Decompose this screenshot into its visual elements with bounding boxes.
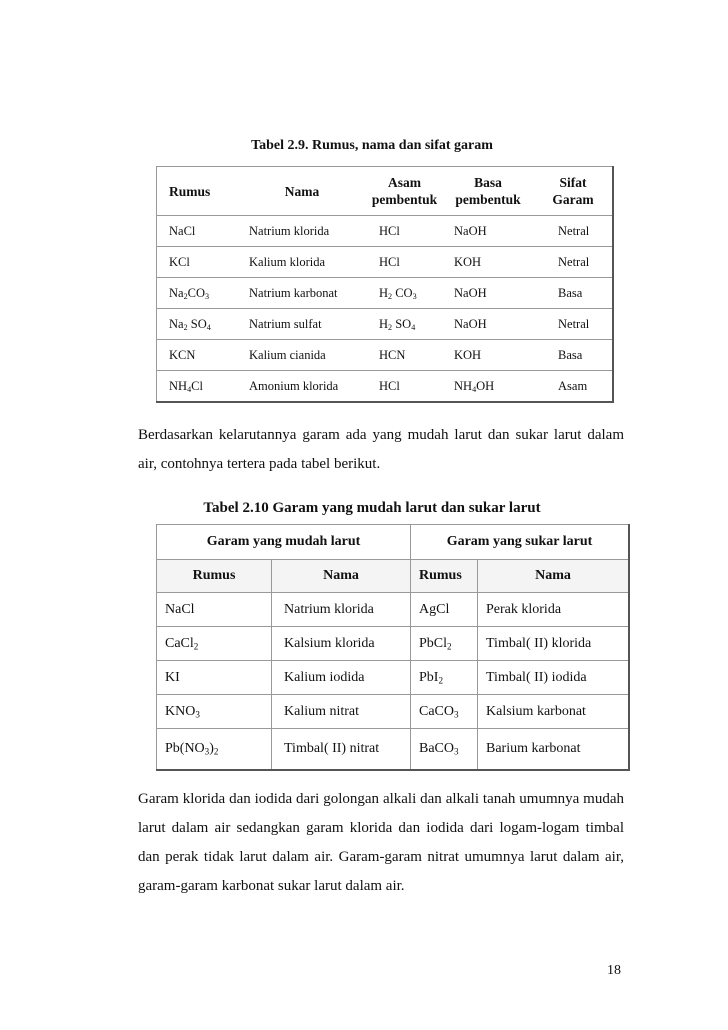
cell-sifat: Basa: [534, 340, 613, 371]
formula-text: NH: [169, 378, 188, 393]
cell-asam: [367, 216, 442, 247]
cell-asam: [367, 340, 442, 371]
table1-caption: Tabel 2.9. Rumus, nama dan sifat garam: [251, 138, 493, 153]
cell-nama-sukar: Kalsium karbonat: [478, 695, 630, 729]
header-nama-sukar: Nama: [478, 560, 630, 593]
formula-text: PbCl: [419, 635, 448, 651]
cell-rumus-sukar: [411, 729, 478, 771]
formula-text: CO: [187, 285, 206, 300]
cell-rumus: [157, 278, 238, 309]
cell-rumus-mudah: [157, 627, 272, 661]
formula-subscript: 2: [183, 291, 188, 301]
formula-text: KNO: [165, 703, 196, 719]
formula-text: Na: [169, 285, 184, 300]
formula-subscript: 2: [388, 291, 393, 301]
cell-basa: [442, 309, 534, 340]
formula-text: OH: [476, 378, 495, 393]
cell-nama: Kalium cianida: [237, 340, 367, 371]
table2-group-header-row: [157, 525, 630, 560]
cell-nama: Natrium klorida: [237, 216, 367, 247]
formula-text: Pb(NO: [165, 741, 205, 756]
cell-basa: [442, 216, 534, 247]
cell-basa: [442, 371, 534, 403]
cell-rumus-sukar: [411, 593, 478, 627]
paragraph-intro: Berdasarkan kelarutannya garam ada yang mudah larut dan sukar larut dalam air, contohnya tertera pada tabel berikut.: [138, 427, 624, 472]
header-sifat-garam: Sifat Garam: [534, 167, 613, 216]
cell-rumus: [157, 340, 238, 371]
header-basa-pembentuk: Basa pembentuk: [442, 167, 534, 216]
cell-asam: [367, 309, 442, 340]
formula-text: KI: [165, 669, 180, 685]
table1-row: [157, 340, 614, 371]
cell-rumus: [157, 309, 238, 340]
cell-nama-mudah: Kalsium klorida: [272, 627, 411, 661]
formula-subscript: 3: [454, 746, 459, 757]
formula-text: ): [209, 741, 214, 756]
formula-subscript: 3: [454, 708, 459, 719]
table2-row: [157, 661, 630, 695]
table2-row: [157, 627, 630, 661]
formula-text: HCl: [379, 223, 400, 238]
formula-subscript: 4: [411, 322, 416, 332]
cell-sifat: Netral: [534, 216, 613, 247]
cell-sifat: Basa: [534, 278, 613, 309]
cell-nama: Natrium sulfat: [237, 309, 367, 340]
formula-text: CaCl: [165, 635, 194, 651]
formula-subscript: 3: [412, 291, 417, 301]
formula-subscript: 2: [193, 640, 199, 651]
formula-text: NaOH: [454, 316, 487, 331]
formula-subscript: 4: [187, 384, 192, 394]
paragraph-conclusion: Garam klorida dan iodida dari golongan alkali dan alkali tanah umumnya mudah larut dalam air sedangkan garam klorida dan iodida dari logam-logam timbal dan perak tidak larut dalam air. Garam-garam nitrat umumnya larut dalam air, garam-garam karbonat sukar larut dalam air.: [138, 791, 624, 894]
formula-text: NaCl: [169, 223, 196, 238]
cell-asam: [367, 278, 442, 309]
formula-subscript: 2: [183, 322, 188, 332]
cell-rumus-sukar: [411, 661, 478, 695]
table1-header-row: [157, 167, 614, 216]
formula-text: NaCl: [165, 601, 195, 617]
formula-text: H: [379, 285, 389, 300]
cell-nama-mudah: Kalium nitrat: [272, 695, 411, 729]
cell-basa: [442, 340, 534, 371]
cell-rumus-mudah: [157, 593, 272, 627]
formula-text: H: [379, 316, 389, 331]
cell-nama: Amonium klorida: [237, 371, 367, 403]
cell-nama-mudah: Kalium iodida: [272, 661, 411, 695]
cell-sifat: Asam: [534, 371, 613, 403]
cell-sifat: Netral: [534, 247, 613, 278]
table2-sub-header-row: [157, 560, 630, 593]
table2-caption: Tabel 2.10 Garam yang mudah larut dan sukar larut: [203, 500, 541, 516]
header-rumus: Rumus: [157, 167, 238, 216]
cell-rumus-sukar: [411, 627, 478, 661]
cell-nama-sukar: Perak klorida: [478, 593, 630, 627]
cell-nama-sukar: Timbal( II) iodida: [478, 661, 630, 695]
formula-text: HCl: [379, 378, 400, 393]
cell-rumus-mudah: [157, 661, 272, 695]
cell-nama-mudah: Natrium klorida: [272, 593, 411, 627]
formula-subscript: 4: [472, 384, 477, 394]
header-nama: Nama: [237, 167, 367, 216]
formula-text: NaOH: [454, 223, 487, 238]
formula-text: Cl: [191, 378, 203, 393]
formula-text: CO: [392, 285, 413, 300]
cell-asam: [367, 371, 442, 403]
formula-text: PbI: [419, 669, 439, 685]
cell-rumus-sukar: [411, 695, 478, 729]
formula-text: HCl: [379, 254, 400, 269]
formula-text: BaCO: [419, 741, 454, 756]
table1-row: [157, 309, 614, 340]
formula-subscript: 3: [205, 291, 210, 301]
cell-nama-sukar: Timbal( II) klorida: [478, 627, 630, 661]
formula-text: KOH: [454, 347, 482, 362]
table1-row: [157, 371, 614, 403]
formula-text: KCN: [169, 347, 196, 362]
cell-nama: Natrium karbonat: [237, 278, 367, 309]
formula-text: HCN: [379, 347, 406, 362]
table1-row: [157, 216, 614, 247]
formula-text: NH: [454, 378, 473, 393]
formula-text: SO: [187, 316, 207, 331]
formula-text: SO: [392, 316, 412, 331]
header-rumus-mudah: Rumus: [157, 560, 272, 593]
solubility-table: [156, 524, 630, 771]
cell-rumus: [157, 247, 238, 278]
cell-rumus-mudah: [157, 729, 272, 771]
formula-subscript: 2: [388, 322, 393, 332]
formula-text: KCl: [169, 254, 190, 269]
table2-row: [157, 695, 630, 729]
formula-subscript: 3: [204, 746, 210, 757]
formula-subscript: 4: [206, 322, 211, 332]
page-number: 18: [607, 963, 621, 978]
salt-properties-table: [156, 166, 614, 403]
formula-subscript: 2: [213, 746, 219, 757]
cell-basa: [442, 247, 534, 278]
table1-row: [157, 278, 614, 309]
cell-nama-sukar: Barium karbonat: [478, 729, 630, 771]
formula-subscript: 3: [195, 708, 200, 719]
cell-nama: Kalium klorida: [237, 247, 367, 278]
cell-rumus: [157, 371, 238, 403]
formula-subscript: 2: [447, 640, 452, 651]
header-mudah-larut: Garam yang mudah larut: [157, 525, 411, 560]
formula-text: NaOH: [454, 285, 487, 300]
cell-asam: [367, 247, 442, 278]
table2-row: [157, 593, 630, 627]
cell-rumus-mudah: [157, 695, 272, 729]
cell-basa: [442, 278, 534, 309]
header-sukar-larut: Garam yang sukar larut: [411, 525, 630, 560]
formula-text: CaCO: [419, 703, 454, 719]
cell-nama-mudah: Timbal( II) nitrat: [272, 729, 411, 771]
header-nama-mudah: Nama: [272, 560, 411, 593]
cell-rumus: [157, 216, 238, 247]
cell-sifat: Netral: [534, 309, 613, 340]
formula-text: KOH: [454, 254, 482, 269]
table1-row: [157, 247, 614, 278]
formula-text: Na: [169, 316, 184, 331]
header-rumus-sukar: Rumus: [411, 560, 478, 593]
formula-subscript: 2: [438, 674, 443, 685]
formula-text: AgCl: [419, 601, 450, 617]
table2-row: [157, 729, 630, 771]
header-asam-pembentuk: Asam pembentuk: [367, 167, 442, 216]
